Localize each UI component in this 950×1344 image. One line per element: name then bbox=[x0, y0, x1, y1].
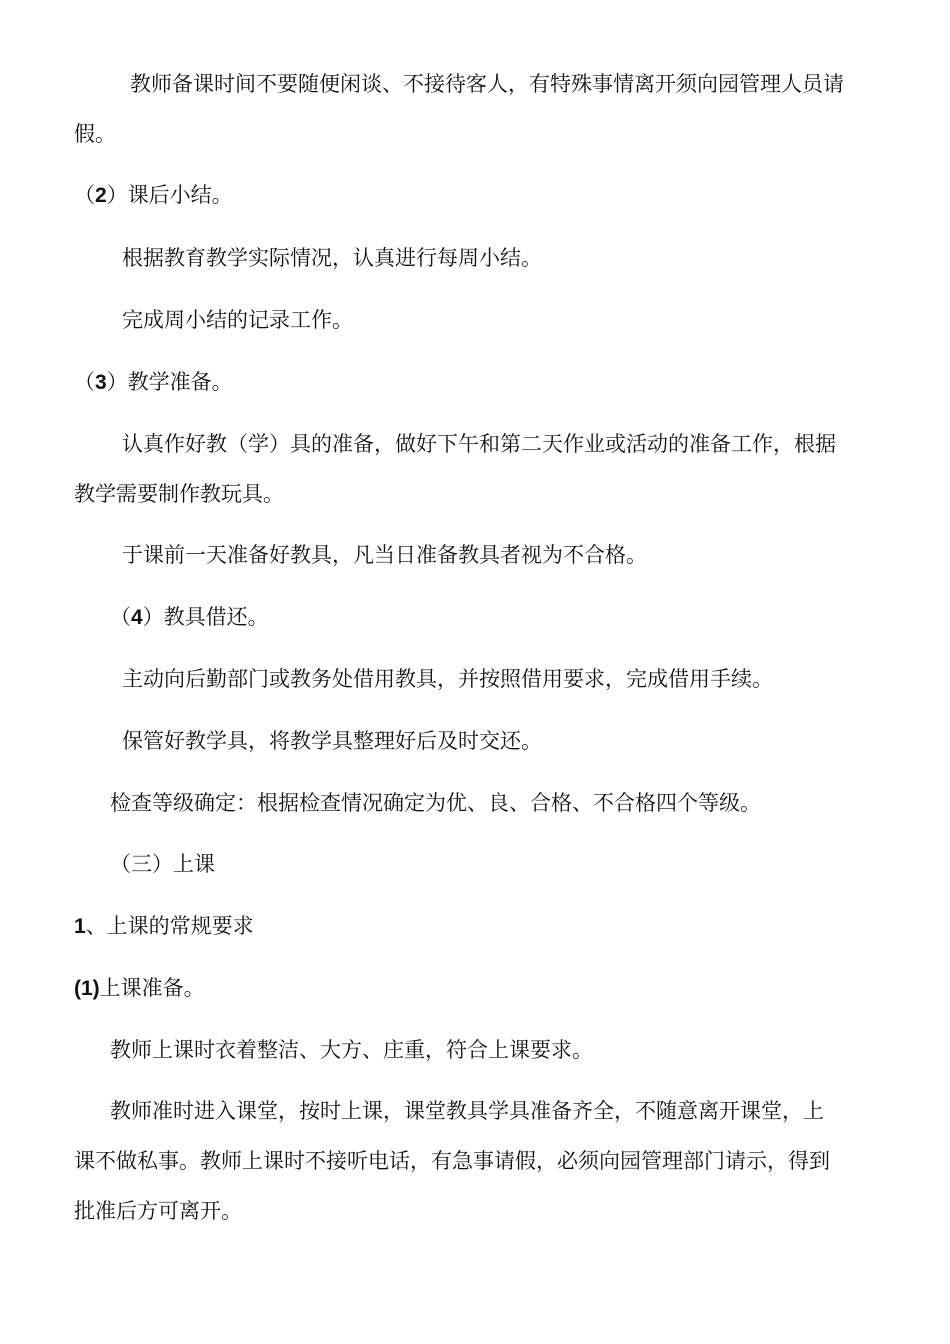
paragraph-text: 批准后方可离开。 bbox=[74, 1199, 242, 1223]
numbered-heading-label: 、上课的常规要求 bbox=[85, 914, 254, 938]
bracket: （ bbox=[74, 370, 95, 394]
paragraph-text: 主动向后勤部门或教务处借用教具，并按照借用要求，完成借用手续。 bbox=[122, 667, 773, 691]
bracket: （ bbox=[110, 605, 131, 629]
paragraph-text: 根据教育教学实际情况，认真进行每周小结。 bbox=[122, 246, 542, 270]
paragraph-text: 课不做私事。教师上课时不接听电话，有急事请假，必须向园管理部门请示，得到 bbox=[74, 1149, 830, 1173]
paragraph-text: 教师准时进入课堂，按时上课，课堂教具学具准备齐全，不随意离开课堂，上 bbox=[110, 1099, 824, 1123]
subheading-label: ）教学准备。 bbox=[106, 370, 233, 394]
subheading-class-preparation bbox=[74, 974, 205, 1003]
subheading-after-class-summary bbox=[74, 181, 233, 210]
subheading-teaching-aids-borrowing bbox=[110, 603, 269, 632]
subheading-label: ）教具借还。 bbox=[142, 605, 269, 629]
item-number: 3 bbox=[95, 371, 107, 394]
paragraph-text: 教学需要制作教玩具。 bbox=[74, 482, 284, 506]
paragraph-text: 教师上课时衣着整洁、大方、庄重，符合上课要求。 bbox=[110, 1038, 593, 1062]
paragraph-text: 完成周小结的记录工作。 bbox=[122, 308, 353, 332]
paragraph-text: 于课前一天准备好教具，凡当日准备教具者视为不合格。 bbox=[122, 543, 647, 567]
subheading-label: ）课后小结。 bbox=[106, 183, 233, 207]
item-number: 1 bbox=[74, 915, 86, 938]
paragraph-text: 保管好教学具，将教学具整理好后及时交还。 bbox=[122, 729, 542, 753]
subheading-teaching-preparation bbox=[74, 368, 233, 397]
item-number: 4 bbox=[131, 606, 143, 629]
paragraph-text: 教师备课时间不要随便闲谈、不接待客人，有特殊事情离开须向园管理人员请 bbox=[130, 72, 844, 96]
numbered-heading bbox=[74, 912, 254, 941]
item-number: 2 bbox=[95, 184, 107, 207]
item-number: (1) bbox=[74, 977, 100, 1000]
subheading-label: 上课准备。 bbox=[99, 976, 205, 1000]
paragraph-text: 认真作好教（学）具的准备，做好下午和第二天作业或活动的准备工作，根据 bbox=[122, 432, 836, 456]
paragraph-text: 假。 bbox=[74, 122, 116, 146]
paragraph-text: 检查等级确定：根据检查情况确定为优、良、合格、不合格四个等级。 bbox=[110, 791, 761, 815]
section-heading: （三）上课 bbox=[110, 852, 215, 876]
bracket: （ bbox=[74, 183, 95, 207]
